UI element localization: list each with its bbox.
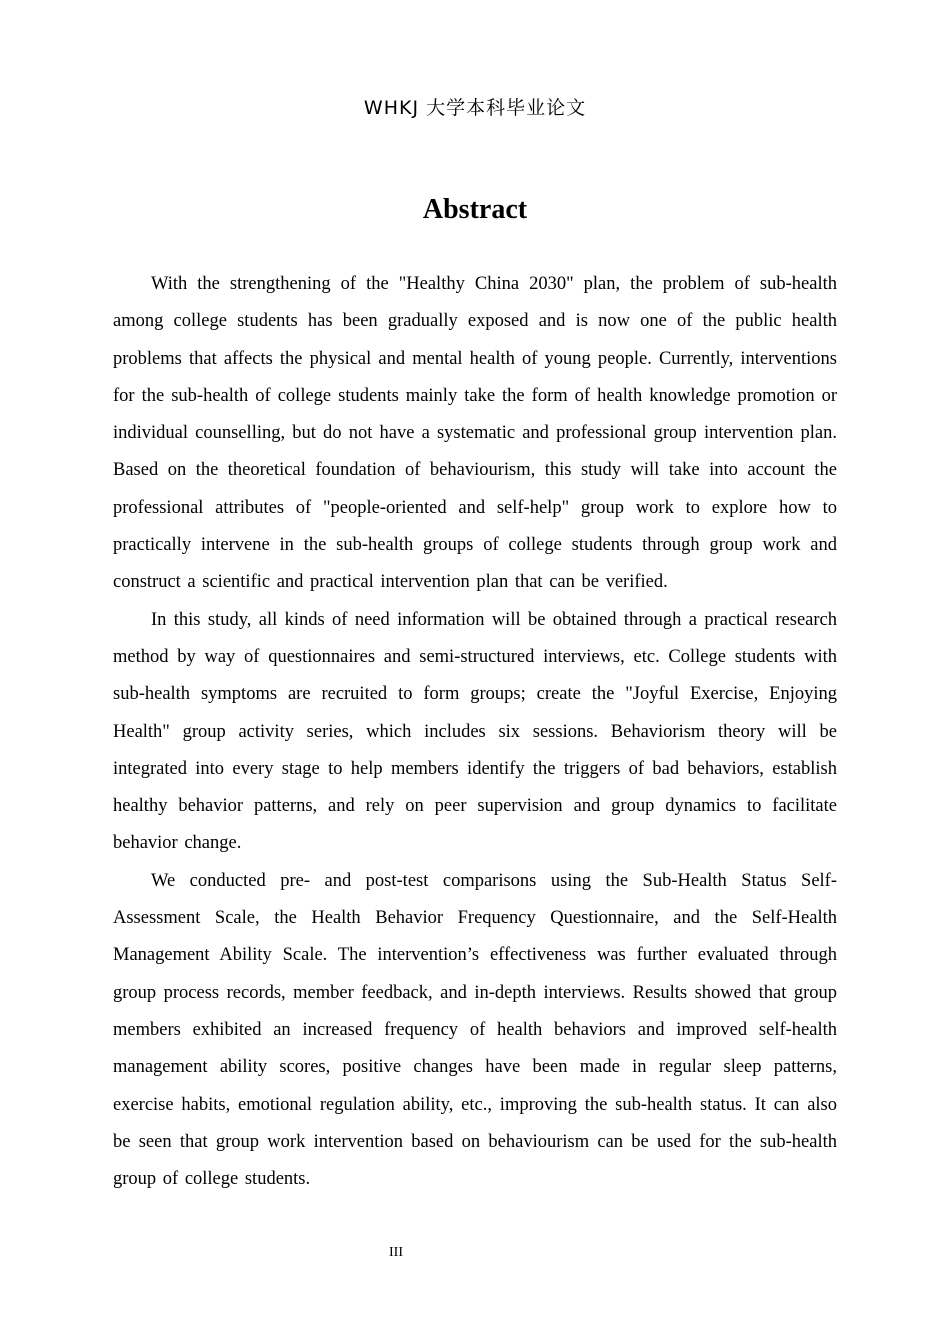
abstract-title: Abstract — [422, 194, 528, 225]
abstract-body — [113, 266, 837, 1198]
running-header: WHKJ 大学本科毕业论文 — [363, 97, 587, 119]
abstract-paragraph-2: In this study, all kinds of need information will be obtained through a practical research method by way of questionnaires and semi-structured interviews, etc. College students with sub-health symptoms are recruited to form groups; create the "Joyful Exercise, Enjoying Health" group activity series, which includes six sessions. Behaviorism theory will be integrated into every stage to help members identify the triggers of bad behaviors, establish healthy behavior patterns, and rely on peer supervision and group dynamics to facilitate behavior change. — [113, 609, 837, 854]
page-number: III — [389, 1245, 403, 1260]
abstract-paragraph-1: With the strengthening of the "Healthy China 2030" plan, the problem of sub-health among college students has been gradually exposed and is now one of the public health problems that affects the physical and mental health of young people. Currently, interventions for the sub-health of college students mainly take the form of health knowledge promotion or individual counselling, but do not have a systematic and professional group intervention plan. Based on the theoretical foundation of behaviourism, this study will take into account the professional attributes of "people-oriented and self-help" group work to explore how to practically intervene in the sub-health groups of college students through group work and construct a scientific and practical intervention plan that can be verified. — [113, 274, 837, 593]
abstract-paragraph-3: We conducted pre- and post-test comparisons using the Sub-Health Status Self-Assessment Scale, the Health Behavior Frequency Questionnaire, and the Self-Health Management Ability Scale. The intervention’s effectiveness was further evaluated through group process records, member feedback, and in-depth interviews. Results showed that group members exhibited an increased frequency of health behaviors and improved self-health management ability scores, positive changes have been made in regular sleep patterns, exercise habits, emotional regulation ability, etc., improving the sub-health status. It can also be seen that group work intervention based on behaviourism can be used for the sub-health group of college students. — [113, 870, 837, 1190]
